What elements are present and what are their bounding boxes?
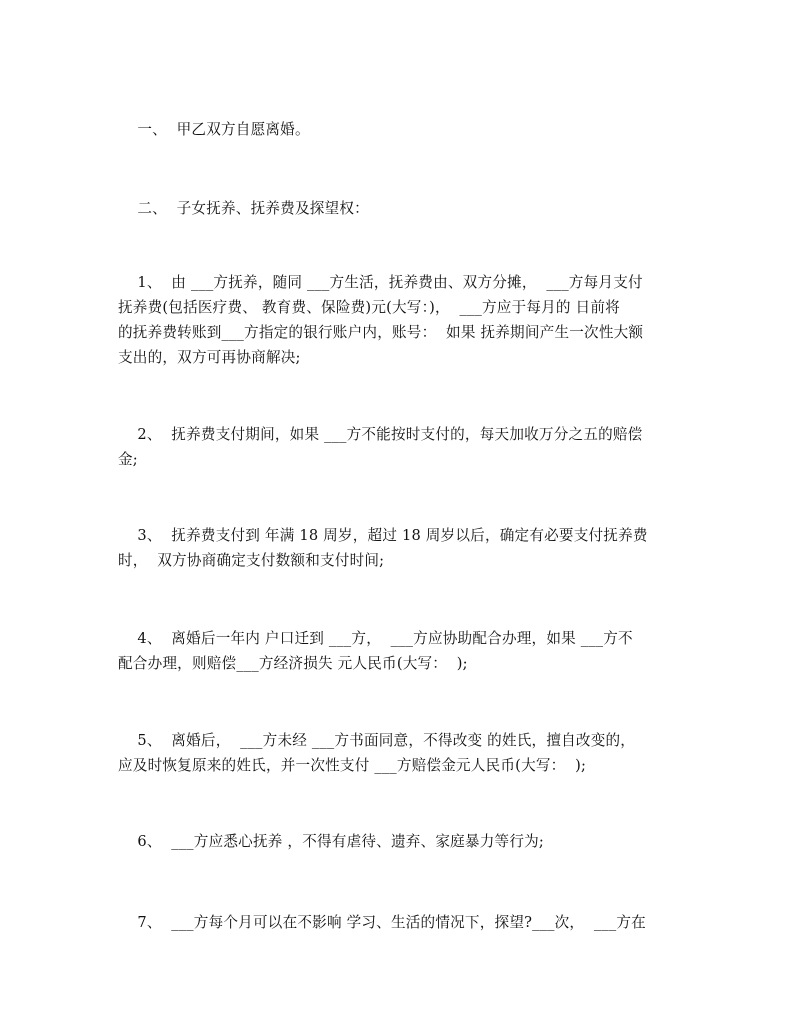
clause-1-line-2: 抚养费(包括医疗费、 教育费、保险费)元(大写：)， ___方应于每月的 日前将	[118, 299, 620, 316]
clause-4-line-2: 配合办理，则赔偿___方经济损失 元人民币(大写： );	[118, 655, 468, 672]
clause-2-line-1: 2、 抚养费支付期间，如果 ___方不能按时支付的，每天加收万分之五的赔偿	[118, 426, 643, 443]
clause-1-line-3: 的抚养费转账到___方指定的银行账户内，账号： 如果 抚养期间产生一次性大额	[118, 324, 644, 341]
clause-5-line-1: 5、 离婚后， ___方未经 ___方书面同意，不得改变 的姓氏，擅自改变的，	[118, 732, 636, 749]
clause-3-line-2: 时， 双方协商确定支付数额和支付时间;	[118, 552, 385, 569]
section-heading-2: 二、 子女抚养、抚养费及探望权：	[118, 200, 369, 217]
clause-1-line-4: 支出的，双方可再协商解决;	[118, 349, 301, 366]
clause-1-line-1: 1、 由 ___方抚养，随同 ___方生活，抚养费由、双方分摊， ___方每月支付	[118, 274, 643, 291]
clause-2-line-2: 金;	[118, 451, 138, 468]
clause-4-line-1: 4、 离婚后一年内 户口迁到 ___方， ___方应协助配合办理，如果 ___方不	[118, 630, 633, 647]
clause-6-line-1: 6、 ___方应悉心抚养 ，不得有虐待、遗弃、家庭暴力等行为;	[118, 833, 545, 850]
clause-5-line-2: 应及时恢复原来的姓氏，并一次性支付 ___方赔偿金元人民币(大写： );	[118, 757, 587, 774]
clause-7-line-1: 7、 ___方每个月可以在不影响 学习、生活的情况下，探望?___次， ___方在	[118, 914, 646, 931]
clause-3-line-1: 3、 抚养费支付到 年满 18 周岁，超过 18 周岁以后，确定有必要支付抚养费	[118, 527, 648, 544]
section-heading-1: 一、 甲乙双方自愿离婚。	[118, 121, 310, 138]
